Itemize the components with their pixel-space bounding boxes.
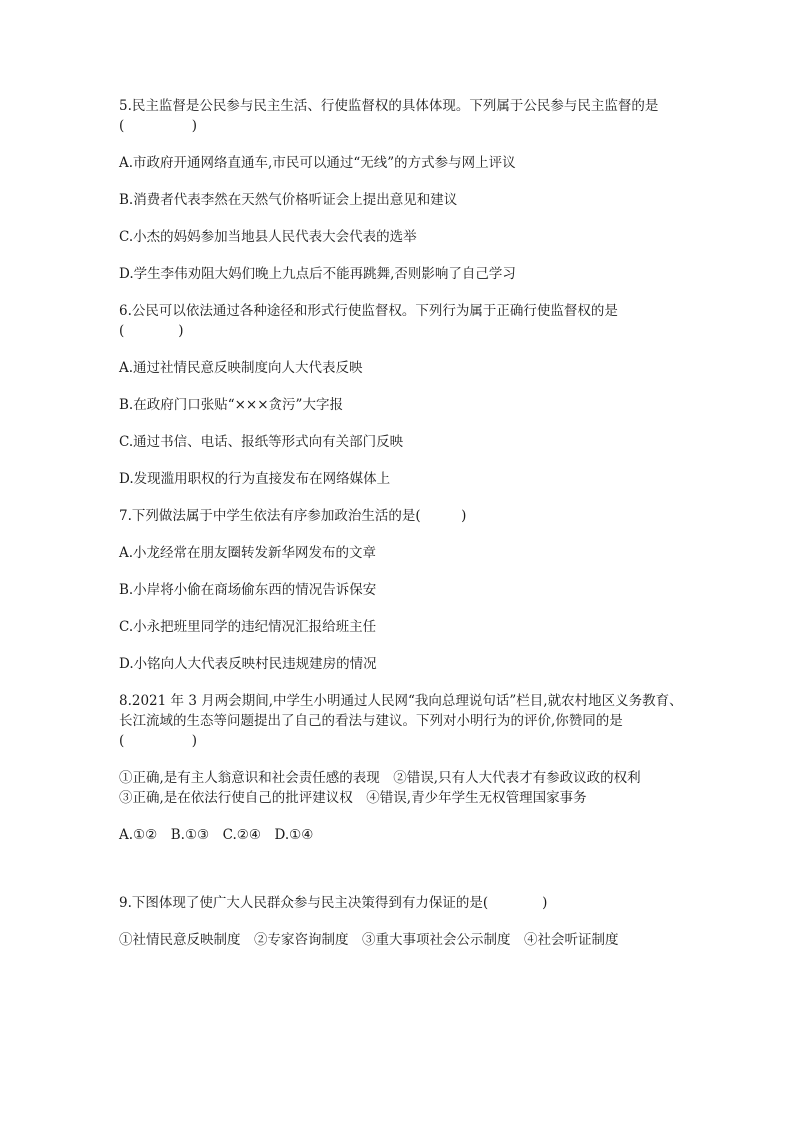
option-a: A.通过社情民意反映制度向人大代表反映: [119, 360, 363, 376]
option-c: C.通过书信、电话、报纸等形式向有关部门反映: [119, 434, 404, 450]
question-stem: 9.下图体现了使广大人民群众参与民主决策得到有力保证的是( ): [119, 895, 548, 911]
option-a: A.市政府开通网络直通车,市民可以通过“无线”的方式参与网上评议: [119, 155, 516, 171]
statement-line: ①社情民意反映制度 ②专家咨询制度 ③重大事项社会公示制度 ④社会听证制度: [119, 932, 619, 948]
statement-line: ①正确,是有主人翁意识和社会责任感的表现 ②错误,只有人大代表才有参政议政的权利: [119, 770, 641, 786]
question-stem-continued: 长江流域的生态等问题提出了自己的看法与建议。下列对小明行为的评价,你赞同的是: [119, 713, 623, 729]
worksheet-page: [119, 96, 684, 950]
answer-options: A.①② B.①③ C.②④ D.①④: [119, 827, 314, 843]
question-7: [119, 506, 684, 674]
answer-paren: ( ): [119, 323, 184, 339]
question-6: [119, 301, 684, 489]
option-b: B.小岸将小偷在商场偷东西的情况告诉保安: [119, 582, 377, 598]
question-stem: 5.民主监督是公民参与民主生活、行使监督权的具体体现。下列属于公民参与民主监督的是: [119, 98, 659, 114]
question-stem: 8.2021 年 3 月两会期间,中学生小明通过人民网“我向总理说句话”栏目,就农村地区义务教育、: [119, 693, 683, 709]
option-d: D.小铭向人大代表反映村民违规建房的情况: [119, 656, 377, 672]
question-5: [119, 96, 684, 284]
option-b: B.在政府门口张贴“×××贪污”大字报: [119, 397, 343, 413]
answer-paren: ( ): [119, 118, 198, 134]
question-stem: 7.下列做法属于中学生依法有序参加政治生活的是( ): [119, 508, 467, 524]
statement-line: ③正确,是在依法行使自己的批评建议权 ④错误,青少年学生无权管理国家事务: [119, 790, 587, 806]
option-c: C.小永把班里同学的违纪情况汇报给班主任: [119, 619, 377, 635]
option-b: B.消费者代表李然在天然气价格听证会上提出意见和建议: [119, 192, 458, 208]
answer-paren: ( ): [119, 733, 198, 749]
option-d: D.发现滥用职权的行为直接发布在网络媒体上: [119, 471, 391, 487]
option-d: D.学生李伟劝阻大妈们晚上九点后不能再跳舞,否则影响了自己学习: [119, 266, 516, 282]
question-8: [119, 691, 684, 845]
option-a: A.小龙经常在朋友圈转发新华网发布的文章: [119, 545, 377, 561]
question-stem: 6.公民可以依法通过各种途径和形式行使监督权。下列行为属于正确行使监督权的是: [119, 303, 618, 319]
option-c: C.小杰的妈妈参加当地县人民代表大会代表的选举: [119, 229, 417, 245]
question-9: [119, 893, 684, 950]
